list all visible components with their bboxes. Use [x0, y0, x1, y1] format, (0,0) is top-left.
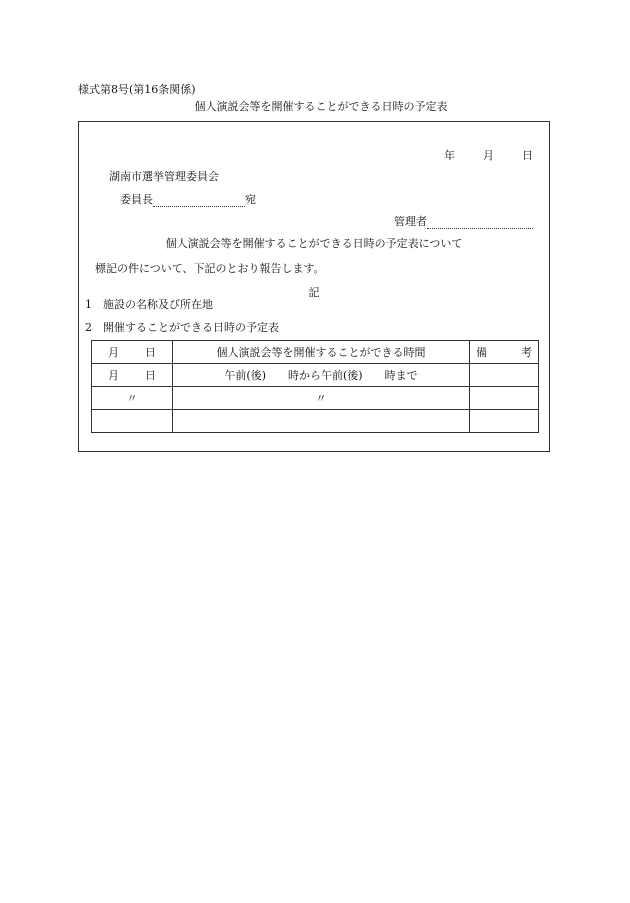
row1-day: 日	[145, 369, 156, 382]
row2-time-cell[interactable]: 〃	[173, 387, 470, 410]
chair-name-field[interactable]	[153, 195, 245, 207]
item-number: 1	[85, 298, 92, 311]
header-note-a: 備	[476, 346, 487, 359]
date-year: 年	[444, 149, 455, 162]
row1-month: 月	[108, 369, 119, 382]
header-time-cell: 個人演説会等を開催することができる時間	[173, 341, 470, 364]
header-date-cell	[92, 341, 173, 364]
item-facility	[85, 296, 213, 312]
admin-label: 管理者	[394, 215, 427, 228]
table-header-row	[92, 341, 539, 364]
chair-suffix: 宛	[245, 193, 256, 206]
header-note-b: 考	[521, 346, 532, 359]
chair-label: 委員長	[120, 193, 153, 206]
schedule-table	[91, 340, 539, 433]
document-title: 個人演説会等を開催することができる日時の予定表	[194, 100, 448, 113]
date-month: 月	[483, 149, 494, 162]
addressee-organization: 湖南市選挙管理委員会	[109, 170, 219, 183]
table-row	[92, 364, 539, 387]
item-label: 施設の名称及び所在地	[103, 298, 213, 311]
row2-date-cell[interactable]: 〃	[92, 387, 173, 410]
row1-date-cell[interactable]	[92, 364, 173, 387]
item-label: 開催することができる日時の予定表	[103, 321, 279, 334]
admin-name-field[interactable]	[427, 217, 533, 229]
row3-date-cell[interactable]	[92, 410, 173, 433]
body-text: 標記の件について、下記のとおり報告します。	[95, 262, 325, 275]
row3-time-cell[interactable]	[173, 410, 470, 433]
admin-line	[394, 213, 533, 229]
row3-note-cell[interactable]	[470, 410, 539, 433]
form-number: 様式第8号(第16条関係)	[78, 83, 196, 96]
chair-line	[120, 191, 256, 207]
item-number: 2	[85, 321, 92, 334]
form-frame	[78, 121, 550, 452]
table-row	[92, 410, 539, 433]
header-month: 月	[108, 346, 119, 359]
item-schedule	[85, 319, 279, 335]
date-line	[444, 147, 533, 163]
row2-note-cell[interactable]	[470, 387, 539, 410]
row1-time-cell[interactable]: 午前(後) 時から午前(後) 時まで	[173, 364, 470, 387]
header-note-cell	[470, 341, 539, 364]
header-day: 日	[145, 346, 156, 359]
subject-line: 個人演説会等を開催することができる日時の予定表について	[165, 237, 463, 250]
table-row	[92, 387, 539, 410]
date-day: 日	[522, 149, 533, 162]
ki-heading: 記	[308, 286, 320, 299]
row1-note-cell[interactable]	[470, 364, 539, 387]
